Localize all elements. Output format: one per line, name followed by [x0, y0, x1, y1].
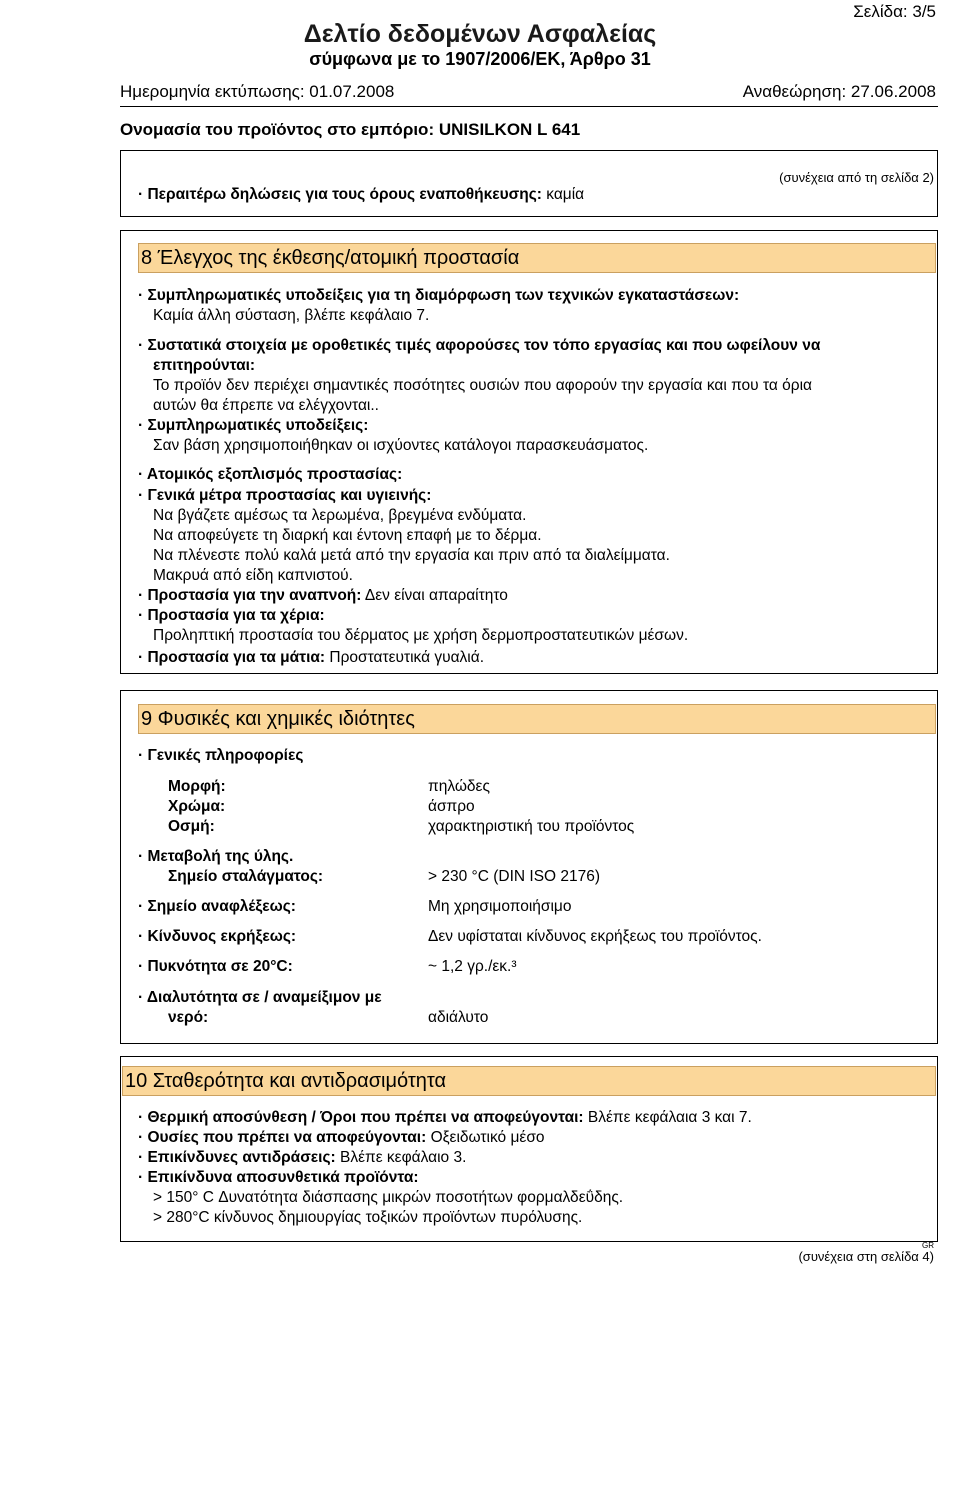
general-measure: Να αποφεύγετε τη διαρκή και έντονη επαφή με το δέρμα. — [153, 527, 542, 544]
general-measure: Μακρυά από είδη καπνιστού. — [153, 567, 353, 584]
section-9-title: 9 Φυσικές και χημικές ιδιότητες — [141, 707, 415, 730]
explosion-value: Δεν υφίσταται κίνδυνος εκρήξεως του προϊόντος. — [428, 928, 762, 945]
form-label: Μορφή: — [168, 778, 226, 795]
reactions-value: Βλέπε κεφάλαιο 3. — [340, 1149, 467, 1166]
header-divider — [120, 106, 938, 107]
decomposition-product: > 280°C κίνδυνος δημιουργίας τοξικών προϊόντων πυρόλυσης. — [153, 1209, 583, 1226]
extra-label: · Συμπληρωματικές υποδείξεις: — [138, 417, 369, 434]
storage-statement — [138, 186, 584, 204]
odor-label: Οσμή: — [168, 818, 215, 835]
document-subtitle: σύμφωνα με το 1907/2006/ΕΚ, Άρθρο 31 — [309, 49, 651, 69]
section-9-heading — [138, 704, 936, 734]
eye-protection-label: · Προστασία για τα μάτια: — [138, 649, 326, 666]
eye-protection-value: Προστατευτικά γυαλιά. — [329, 649, 485, 666]
tech-value: Καμία άλλη σύσταση, βλέπε κεφάλαιο 7. — [153, 307, 430, 324]
drop-point-value: > 230 °C (DIN ISO 2176) — [428, 868, 601, 885]
dangerous-reactions — [138, 1149, 466, 1167]
density-value: ~ 1,2 γρ./εκ.³ — [428, 958, 517, 975]
form-value: πηλώδες — [428, 778, 490, 795]
drop-point-label: Σημείο σταλάγματος: — [168, 868, 324, 885]
avoid-substances — [138, 1129, 545, 1147]
avoid-value: Οξειδωτικό μέσο — [430, 1129, 545, 1146]
limits-value-cont: αυτών θα έπρεπε να ελέγχονται.. — [153, 397, 379, 414]
hand-protection-value: Προληπτική προστασία του δέρματος με χρήση δερμοπροστατευτικών μέσων. — [153, 627, 689, 644]
extra-value: Σαν βάση χρησιμοποιήθηκαν οι ισχύοντες κατάλογοι παρασκευάσματος. — [153, 437, 649, 454]
solubility-label-cont: νερό: — [168, 1009, 209, 1026]
page-number: Σελίδα: 3/5 — [853, 2, 936, 21]
solubility-label: · Διαλυτότητα σε / αναμείξιμον με — [138, 989, 382, 1006]
section-8-title: 8 Έλεγχος της έκθεσης/ατομική προστασία — [141, 246, 520, 269]
density-label: · Πυκνότητα σε 20°C: — [138, 958, 293, 975]
general-measure: Να πλένεστε πολύ καλά μετά από την εργασία και πριν από τα διαλείμματα. — [153, 547, 670, 564]
section-8-heading — [138, 243, 936, 273]
limits-value: Το προϊόν δεν περιέχει σημαντικές ποσότητες ουσιών που αφορούν την εργασία και που τα όρια — [153, 377, 812, 394]
solubility-value: αδιάλυτο — [428, 1009, 489, 1026]
document-title: Δελτίο δεδομένων Ασφαλείας — [303, 20, 657, 48]
reactions-label: · Επικίνδυνες αντιδράσεις: — [138, 1149, 336, 1166]
hand-protection-label: · Προστασία για τα χέρια: — [138, 607, 325, 624]
avoid-label: · Ουσίες που πρέπει να αποφεύγονται: — [138, 1129, 427, 1146]
thermal-value: Βλέπε κεφάλαια 3 και 7. — [587, 1109, 752, 1126]
product-name: Ονομασία του προϊόντος στο εμπόριο: UNISILKON L 641 — [120, 120, 581, 139]
limits-label-cont: επιτηρούνται: — [153, 357, 256, 374]
continued-from: (συνέχεια από τη σελίδα 2) — [779, 170, 934, 185]
respiratory-label: · Προστασία για την αναπνοή: — [138, 587, 362, 604]
ppe-label: · Ατομικός εξοπλισμός προστασίας: — [138, 466, 403, 483]
state-change-label: · Μεταβολή της ύλης. — [138, 848, 294, 865]
general-measure: Να βγάζετε αμέσως τα λερωμένα, βρεγμένα ενδύματα. — [153, 507, 527, 524]
limits-label: · Συστατικά στοιχεία με οροθετικές τιμές αφορούσες τον τόπο εργασίας και που ωφείλουν να — [138, 337, 821, 354]
thermal-decomposition — [138, 1109, 752, 1127]
respiratory-value: Δεν είναι απαραίτητο — [364, 587, 508, 604]
decomposition-products-label: · Επικίνδυνα αποσυνθετικά προϊόντα: — [138, 1169, 419, 1186]
eye-protection — [138, 649, 484, 667]
odor-value: χαρακτηριστική του προϊόντος — [428, 818, 635, 835]
general-info-label: · Γενικές πληροφορίες — [138, 747, 304, 764]
general-measures-label: · Γενικά μέτρα προστασίας και υγιεινής: — [138, 487, 432, 504]
color-value: άσπρο — [428, 798, 475, 815]
section-10-heading — [122, 1066, 936, 1096]
country-code: GR — [922, 1241, 934, 1250]
revision-date: Αναθεώρηση: 27.06.2008 — [742, 82, 936, 101]
flash-point-value: Μη χρησιμοποιήσιμο — [428, 898, 572, 915]
storage-label: · Περαιτέρω δηλώσεις για τους όρους εναποθήκευσης: — [138, 186, 542, 203]
section-10-title: 10 Σταθερότητα και αντιδρασιμότητα — [125, 1069, 447, 1092]
storage-value: καμία — [546, 186, 585, 203]
print-date: Ημερομηνία εκτύπωσης: 01.07.2008 — [120, 82, 395, 101]
explosion-label: · Κίνδυνος εκρήξεως: — [138, 928, 297, 945]
continued-on: (συνέχεια στη σελίδα 4) — [798, 1249, 934, 1264]
tech-label: · Συμπληρωματικές υποδείξεις για τη διαμόρφωση των τεχνικών εγκαταστάσεων: — [138, 287, 740, 304]
decomposition-product: > 150° C Δυνατότητα διάσπασης μικρών ποσοτήτων φορμαλδεΰδης. — [153, 1189, 624, 1206]
flash-point-label: · Σημείο αναφλέξεως: — [138, 898, 296, 915]
thermal-label: · Θερμική αποσύνθεση / Όροι που πρέπει να αποφεύγονται: — [138, 1109, 584, 1126]
respiratory-protection — [138, 587, 508, 605]
color-label: Χρώμα: — [168, 798, 226, 815]
